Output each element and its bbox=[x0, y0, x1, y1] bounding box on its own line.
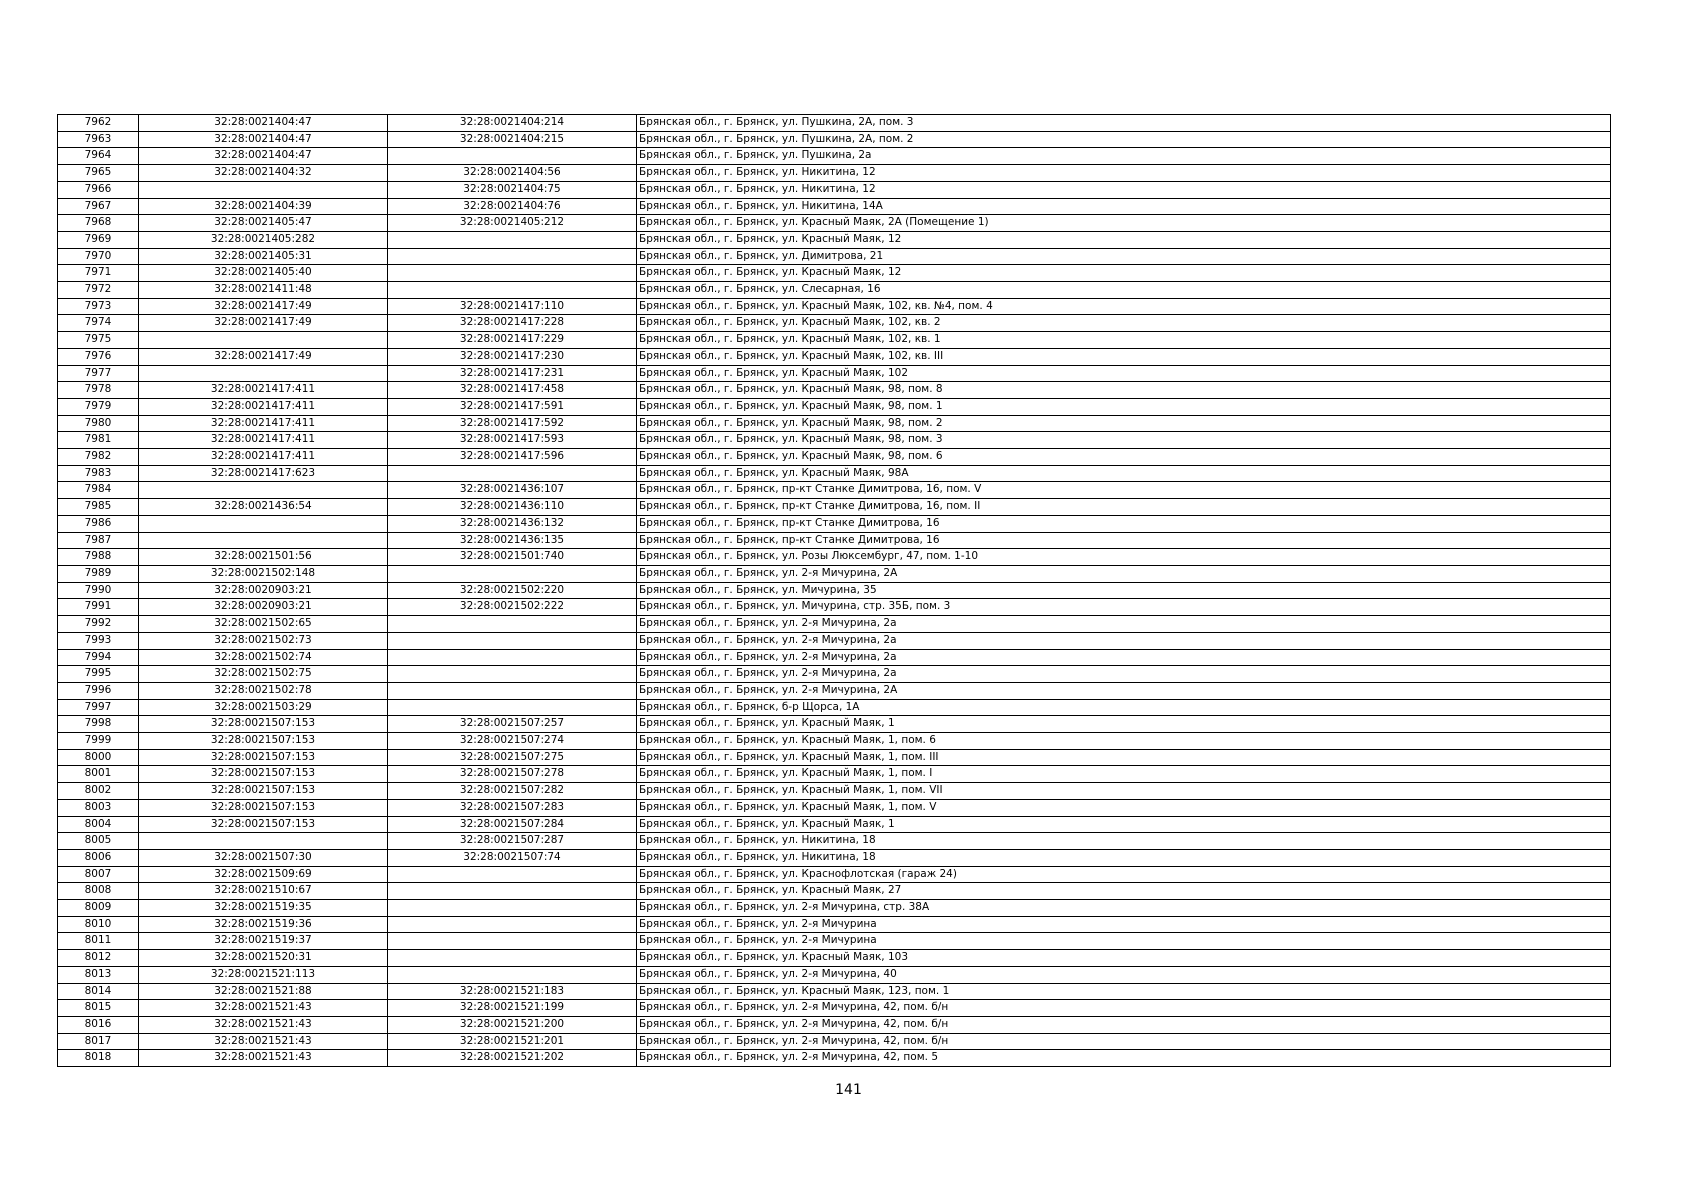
cadastral-object-cell: 32:28:0021417:591 bbox=[388, 398, 637, 415]
table-row bbox=[58, 866, 1611, 883]
table-row bbox=[58, 432, 1611, 449]
cadastral-parent-cell: 32:28:0021521:88 bbox=[139, 983, 388, 1000]
cadastral-object-cell: 32:28:0021404:56 bbox=[388, 165, 637, 182]
address-cell: Брянская обл., г. Брянск, пр-кт Станке Димитрова, 16, пом. V bbox=[637, 482, 1611, 499]
table-row bbox=[58, 1050, 1611, 1067]
registry-table-container bbox=[57, 114, 1610, 1067]
cadastral-parent-cell: 32:28:0021521:113 bbox=[139, 966, 388, 983]
address-cell: Брянская обл., г. Брянск, ул. Никитина, 18 bbox=[637, 833, 1611, 850]
address-cell: Брянская обл., г. Брянск, ул. 2-я Мичурина, 2А bbox=[637, 565, 1611, 582]
row-number-cell: 8014 bbox=[58, 983, 139, 1000]
address-cell: Брянская обл., г. Брянск, ул. 2-я Мичурина, 2а bbox=[637, 649, 1611, 666]
cadastral-object-cell: 32:28:0021502:220 bbox=[388, 582, 637, 599]
address-cell: Брянская обл., г. Брянск, ул. Красный Маяк, 1, пом. I bbox=[637, 766, 1611, 783]
cadastral-parent-cell: 32:28:0021502:148 bbox=[139, 565, 388, 582]
cadastral-object-cell bbox=[388, 933, 637, 950]
table-row bbox=[58, 315, 1611, 332]
cadastral-parent-cell: 32:28:0021411:48 bbox=[139, 282, 388, 299]
cadastral-parent-cell: 32:28:0021507:30 bbox=[139, 849, 388, 866]
table-row bbox=[58, 115, 1611, 132]
cadastral-parent-cell: 32:28:0021507:153 bbox=[139, 733, 388, 750]
cadastral-parent-cell bbox=[139, 181, 388, 198]
table-row bbox=[58, 900, 1611, 917]
table-row bbox=[58, 799, 1611, 816]
table-row bbox=[58, 733, 1611, 750]
row-number-cell: 8003 bbox=[58, 799, 139, 816]
cadastral-object-cell: 32:28:0021404:75 bbox=[388, 181, 637, 198]
row-number-cell: 7995 bbox=[58, 666, 139, 683]
address-cell: Брянская обл., г. Брянск, ул. 2-я Мичурина, 2А bbox=[637, 682, 1611, 699]
table-row bbox=[58, 716, 1611, 733]
cadastral-parent-cell: 32:28:0021502:73 bbox=[139, 632, 388, 649]
cadastral-object-cell bbox=[388, 248, 637, 265]
table-row bbox=[58, 966, 1611, 983]
address-cell: Брянская обл., г. Брянск, ул. Красный Маяк, 102, кв. №4, пом. 4 bbox=[637, 298, 1611, 315]
cadastral-parent-cell: 32:28:0021501:56 bbox=[139, 549, 388, 566]
cadastral-parent-cell: 32:28:0021417:411 bbox=[139, 398, 388, 415]
cadastral-object-cell: 32:28:0021436:132 bbox=[388, 515, 637, 532]
cadastral-object-cell bbox=[388, 883, 637, 900]
page-number: 141 bbox=[835, 1082, 862, 1098]
cadastral-object-cell bbox=[388, 900, 637, 917]
row-number-cell: 7993 bbox=[58, 632, 139, 649]
address-cell: Брянская обл., г. Брянск, ул. Мичурина, стр. 35Б, пом. 3 bbox=[637, 599, 1611, 616]
cadastral-parent-cell: 32:28:0021417:411 bbox=[139, 415, 388, 432]
row-number-cell: 8018 bbox=[58, 1050, 139, 1067]
table-row bbox=[58, 699, 1611, 716]
cadastral-object-cell bbox=[388, 465, 637, 482]
cadastral-parent-cell: 32:28:0021507:153 bbox=[139, 716, 388, 733]
address-cell: Брянская обл., г. Брянск, ул. Пушкина, 2а bbox=[637, 148, 1611, 165]
row-number-cell: 8006 bbox=[58, 849, 139, 866]
address-cell: Брянская обл., г. Брянск, пр-кт Станке Димитрова, 16 bbox=[637, 515, 1611, 532]
address-cell: Брянская обл., г. Брянск, ул. 2-я Мичурина, 2а bbox=[637, 666, 1611, 683]
address-cell: Брянская обл., г. Брянск, ул. Пушкина, 2А, пом. 3 bbox=[637, 115, 1611, 132]
cadastral-parent-cell: 32:28:0021436:54 bbox=[139, 499, 388, 516]
address-cell: Брянская обл., г. Брянск, б-р Щорса, 1А bbox=[637, 699, 1611, 716]
address-cell: Брянская обл., г. Брянск, пр-кт Станке Димитрова, 16, пом. II bbox=[637, 499, 1611, 516]
cadastral-object-cell: 32:28:0021507:284 bbox=[388, 816, 637, 833]
address-cell: Брянская обл., г. Брянск, ул. Красный Маяк, 103 bbox=[637, 950, 1611, 967]
table-row bbox=[58, 549, 1611, 566]
cadastral-parent-cell bbox=[139, 365, 388, 382]
cadastral-parent-cell: 32:28:0021521:43 bbox=[139, 1000, 388, 1017]
table-row bbox=[58, 365, 1611, 382]
address-cell: Брянская обл., г. Брянск, ул. 2-я Мичурина, стр. 38А bbox=[637, 900, 1611, 917]
row-number-cell: 8009 bbox=[58, 900, 139, 917]
table-row bbox=[58, 950, 1611, 967]
row-number-cell: 7996 bbox=[58, 682, 139, 699]
cadastral-object-cell: 32:28:0021507:282 bbox=[388, 783, 637, 800]
address-cell: Брянская обл., г. Брянск, ул. Красный Маяк, 1, пом. VII bbox=[637, 783, 1611, 800]
cadastral-object-cell: 32:28:0021507:283 bbox=[388, 799, 637, 816]
row-number-cell: 7974 bbox=[58, 315, 139, 332]
cadastral-object-cell bbox=[388, 616, 637, 633]
cadastral-object-cell: 32:28:0021417:229 bbox=[388, 332, 637, 349]
cadastral-object-cell: 32:28:0021507:257 bbox=[388, 716, 637, 733]
table-row bbox=[58, 231, 1611, 248]
row-number-cell: 7989 bbox=[58, 565, 139, 582]
table-row bbox=[58, 499, 1611, 516]
cadastral-parent-cell: 32:28:0021507:153 bbox=[139, 766, 388, 783]
address-cell: Брянская обл., г. Брянск, ул. Никитина, 14А bbox=[637, 198, 1611, 215]
table-row bbox=[58, 248, 1611, 265]
row-number-cell: 8008 bbox=[58, 883, 139, 900]
table-row bbox=[58, 849, 1611, 866]
table-row bbox=[58, 215, 1611, 232]
table-row bbox=[58, 599, 1611, 616]
cadastral-parent-cell: 32:28:0021405:47 bbox=[139, 215, 388, 232]
cadastral-object-cell: 32:28:0021417:228 bbox=[388, 315, 637, 332]
row-number-cell: 7975 bbox=[58, 332, 139, 349]
address-cell: Брянская обл., г. Брянск, ул. 2-я Мичурина bbox=[637, 933, 1611, 950]
address-cell: Брянская обл., г. Брянск, ул. Красный Маяк, 1, пом. 6 bbox=[637, 733, 1611, 750]
cadastral-object-cell: 32:28:0021507:274 bbox=[388, 733, 637, 750]
table-row bbox=[58, 565, 1611, 582]
cadastral-parent-cell: 32:28:0021502:65 bbox=[139, 616, 388, 633]
cadastral-object-cell bbox=[388, 282, 637, 299]
cadastral-parent-cell: 32:28:0021502:78 bbox=[139, 682, 388, 699]
cadastral-parent-cell: 32:28:0021405:31 bbox=[139, 248, 388, 265]
row-number-cell: 7966 bbox=[58, 181, 139, 198]
row-number-cell: 8002 bbox=[58, 783, 139, 800]
row-number-cell: 7997 bbox=[58, 699, 139, 716]
row-number-cell: 7982 bbox=[58, 449, 139, 466]
address-cell: Брянская обл., г. Брянск, ул. Пушкина, 2А, пом. 2 bbox=[637, 131, 1611, 148]
address-cell: Брянская обл., г. Брянск, ул. Красный Маяк, 12 bbox=[637, 265, 1611, 282]
row-number-cell: 8011 bbox=[58, 933, 139, 950]
cadastral-object-cell: 32:28:0021404:214 bbox=[388, 115, 637, 132]
address-cell: Брянская обл., г. Брянск, ул. 2-я Мичурина, 42, пом. б/н bbox=[637, 1016, 1611, 1033]
cadastral-object-cell: 32:28:0021521:199 bbox=[388, 1000, 637, 1017]
address-cell: Брянская обл., г. Брянск, ул. Димитрова, 21 bbox=[637, 248, 1611, 265]
row-number-cell: 7990 bbox=[58, 582, 139, 599]
cadastral-object-cell bbox=[388, 916, 637, 933]
table-row bbox=[58, 382, 1611, 399]
table-row bbox=[58, 682, 1611, 699]
table-row bbox=[58, 933, 1611, 950]
row-number-cell: 8013 bbox=[58, 966, 139, 983]
address-cell: Брянская обл., г. Брянск, ул. Красный Маяк, 1 bbox=[637, 816, 1611, 833]
row-number-cell: 7979 bbox=[58, 398, 139, 415]
cadastral-object-cell: 32:28:0021404:76 bbox=[388, 198, 637, 215]
cadastral-parent-cell: 32:28:0021404:39 bbox=[139, 198, 388, 215]
row-number-cell: 8015 bbox=[58, 1000, 139, 1017]
table-row bbox=[58, 449, 1611, 466]
row-number-cell: 7984 bbox=[58, 482, 139, 499]
address-cell: Брянская обл., г. Брянск, ул. Красный Маяк, 27 bbox=[637, 883, 1611, 900]
table-row bbox=[58, 181, 1611, 198]
row-number-cell: 7969 bbox=[58, 231, 139, 248]
address-cell: Брянская обл., г. Брянск, ул. 2-я Мичурина, 42, пом. б/н bbox=[637, 1033, 1611, 1050]
row-number-cell: 7992 bbox=[58, 616, 139, 633]
address-cell: Брянская обл., г. Брянск, ул. Никитина, 12 bbox=[637, 181, 1611, 198]
cadastral-parent-cell: 32:28:0021519:35 bbox=[139, 900, 388, 917]
table-row bbox=[58, 833, 1611, 850]
row-number-cell: 8010 bbox=[58, 916, 139, 933]
row-number-cell: 7985 bbox=[58, 499, 139, 516]
cadastral-parent-cell: 32:28:0021507:153 bbox=[139, 799, 388, 816]
address-cell: Брянская обл., г. Брянск, ул. Красный Маяк, 98, пом. 6 bbox=[637, 449, 1611, 466]
row-number-cell: 7991 bbox=[58, 599, 139, 616]
cadastral-object-cell bbox=[388, 866, 637, 883]
cadastral-object-cell: 32:28:0021417:230 bbox=[388, 348, 637, 365]
address-cell: Брянская обл., г. Брянск, ул. Красный Маяк, 98, пом. 3 bbox=[637, 432, 1611, 449]
cadastral-parent-cell bbox=[139, 332, 388, 349]
cadastral-parent-cell: 32:28:0021417:411 bbox=[139, 382, 388, 399]
table-row bbox=[58, 1033, 1611, 1050]
cadastral-parent-cell: 32:28:0021404:47 bbox=[139, 148, 388, 165]
cadastral-parent-cell: 32:28:0020903:21 bbox=[139, 582, 388, 599]
cadastral-object-cell bbox=[388, 148, 637, 165]
table-row bbox=[58, 766, 1611, 783]
cadastral-parent-cell: 32:28:0021510:67 bbox=[139, 883, 388, 900]
cadastral-object-cell bbox=[388, 265, 637, 282]
cadastral-parent-cell: 32:28:0021417:623 bbox=[139, 465, 388, 482]
address-cell: Брянская обл., г. Брянск, ул. Красный Маяк, 102, кв. 1 bbox=[637, 332, 1611, 349]
row-number-cell: 8016 bbox=[58, 1016, 139, 1033]
cadastral-parent-cell: 32:28:0021509:69 bbox=[139, 866, 388, 883]
table-row bbox=[58, 666, 1611, 683]
row-number-cell: 7983 bbox=[58, 465, 139, 482]
cadastral-object-cell bbox=[388, 966, 637, 983]
table-row bbox=[58, 916, 1611, 933]
cadastral-object-cell: 32:28:0021417:592 bbox=[388, 415, 637, 432]
cadastral-parent-cell: 32:28:0021404:47 bbox=[139, 115, 388, 132]
cadastral-parent-cell bbox=[139, 532, 388, 549]
table-row bbox=[58, 649, 1611, 666]
cadastral-parent-cell: 32:28:0021417:49 bbox=[139, 315, 388, 332]
address-cell: Брянская обл., г. Брянск, ул. Красный Маяк, 102, кв. 2 bbox=[637, 315, 1611, 332]
cadastral-parent-cell: 32:28:0021521:43 bbox=[139, 1033, 388, 1050]
address-cell: Брянская обл., г. Брянск, ул. Никитина, 18 bbox=[637, 849, 1611, 866]
table-row bbox=[58, 348, 1611, 365]
table-row bbox=[58, 265, 1611, 282]
row-number-cell: 7962 bbox=[58, 115, 139, 132]
cadastral-object-cell: 32:28:0021501:740 bbox=[388, 549, 637, 566]
cadastral-object-cell bbox=[388, 699, 637, 716]
address-cell: Брянская обл., г. Брянск, ул. 2-я Мичурина, 2а bbox=[637, 632, 1611, 649]
cadastral-object-cell bbox=[388, 666, 637, 683]
table-row bbox=[58, 282, 1611, 299]
row-number-cell: 7988 bbox=[58, 549, 139, 566]
address-cell: Брянская обл., г. Брянск, ул. Красный Маяк, 1, пом. V bbox=[637, 799, 1611, 816]
table-row bbox=[58, 198, 1611, 215]
cadastral-object-cell: 32:28:0021404:215 bbox=[388, 131, 637, 148]
table-row bbox=[58, 582, 1611, 599]
address-cell: Брянская обл., г. Брянск, ул. Мичурина, 35 bbox=[637, 582, 1611, 599]
row-number-cell: 7973 bbox=[58, 298, 139, 315]
table-row bbox=[58, 165, 1611, 182]
cadastral-parent-cell: 32:28:0021520:31 bbox=[139, 950, 388, 967]
address-cell: Брянская обл., г. Брянск, ул. Красный Маяк, 1, пом. III bbox=[637, 749, 1611, 766]
row-number-cell: 7980 bbox=[58, 415, 139, 432]
cadastral-object-cell bbox=[388, 950, 637, 967]
address-cell: Брянская обл., г. Брянск, ул. Краснофлотская (гараж 24) bbox=[637, 866, 1611, 883]
cadastral-object-cell: 32:28:0021417:593 bbox=[388, 432, 637, 449]
cadastral-parent-cell: 32:28:0021417:411 bbox=[139, 432, 388, 449]
table-row bbox=[58, 632, 1611, 649]
cadastral-parent-cell: 32:28:0020903:21 bbox=[139, 599, 388, 616]
registry-table-body bbox=[58, 115, 1611, 1067]
address-cell: Брянская обл., г. Брянск, ул. Красный Маяк, 12 bbox=[637, 231, 1611, 248]
cadastral-parent-cell: 32:28:0021507:153 bbox=[139, 783, 388, 800]
cadastral-object-cell: 32:28:0021436:110 bbox=[388, 499, 637, 516]
row-number-cell: 7968 bbox=[58, 215, 139, 232]
cadastral-parent-cell: 32:28:0021404:32 bbox=[139, 165, 388, 182]
row-number-cell: 7970 bbox=[58, 248, 139, 265]
row-number-cell: 7981 bbox=[58, 432, 139, 449]
cadastral-object-cell bbox=[388, 231, 637, 248]
row-number-cell: 7971 bbox=[58, 265, 139, 282]
cadastral-object-cell bbox=[388, 565, 637, 582]
address-cell: Брянская обл., г. Брянск, ул. Красный Маяк, 102 bbox=[637, 365, 1611, 382]
cadastral-object-cell: 32:28:0021507:275 bbox=[388, 749, 637, 766]
row-number-cell: 7998 bbox=[58, 716, 139, 733]
table-row bbox=[58, 883, 1611, 900]
table-row bbox=[58, 783, 1611, 800]
table-row bbox=[58, 515, 1611, 532]
cadastral-object-cell: 32:28:0021502:222 bbox=[388, 599, 637, 616]
cadastral-parent-cell: 32:28:0021417:49 bbox=[139, 298, 388, 315]
row-number-cell: 7999 bbox=[58, 733, 139, 750]
cadastral-object-cell bbox=[388, 682, 637, 699]
address-cell: Брянская обл., г. Брянск, ул. Никитина, 12 bbox=[637, 165, 1611, 182]
row-number-cell: 7965 bbox=[58, 165, 139, 182]
row-number-cell: 7978 bbox=[58, 382, 139, 399]
row-number-cell: 7986 bbox=[58, 515, 139, 532]
row-number-cell: 7987 bbox=[58, 532, 139, 549]
table-row bbox=[58, 398, 1611, 415]
cadastral-object-cell bbox=[388, 649, 637, 666]
cadastral-parent-cell: 32:28:0021404:47 bbox=[139, 131, 388, 148]
row-number-cell: 7964 bbox=[58, 148, 139, 165]
address-cell: Брянская обл., г. Брянск, ул. Красный Маяк, 2А (Помещение 1) bbox=[637, 215, 1611, 232]
address-cell: Брянская обл., г. Брянск, ул. Красный Маяк, 98, пом. 8 bbox=[637, 382, 1611, 399]
row-number-cell: 7976 bbox=[58, 348, 139, 365]
address-cell: Брянская обл., г. Брянск, ул. Розы Люксембург, 47, пом. 1-10 bbox=[637, 549, 1611, 566]
cadastral-parent-cell: 32:28:0021502:75 bbox=[139, 666, 388, 683]
table-row bbox=[58, 616, 1611, 633]
address-cell: Брянская обл., г. Брянск, ул. Красный Маяк, 98, пом. 2 bbox=[637, 415, 1611, 432]
address-cell: Брянская обл., г. Брянск, ул. 2-я Мичурина, 42, пом. б/н bbox=[637, 1000, 1611, 1017]
cadastral-object-cell: 32:28:0021436:107 bbox=[388, 482, 637, 499]
cadastral-object-cell: 32:28:0021417:596 bbox=[388, 449, 637, 466]
cadastral-object-cell: 32:28:0021521:183 bbox=[388, 983, 637, 1000]
cadastral-parent-cell: 32:28:0021507:153 bbox=[139, 749, 388, 766]
table-row bbox=[58, 482, 1611, 499]
row-number-cell: 8001 bbox=[58, 766, 139, 783]
address-cell: Брянская обл., г. Брянск, пр-кт Станке Димитрова, 16 bbox=[637, 532, 1611, 549]
table-row bbox=[58, 415, 1611, 432]
cadastral-parent-cell: 32:28:0021521:43 bbox=[139, 1016, 388, 1033]
cadastral-object-cell: 32:28:0021521:200 bbox=[388, 1016, 637, 1033]
address-cell: Брянская обл., г. Брянск, ул. 2-я Мичурина, 2а bbox=[637, 616, 1611, 633]
cadastral-parent-cell bbox=[139, 482, 388, 499]
cadastral-object-cell: 32:28:0021436:135 bbox=[388, 532, 637, 549]
cadastral-parent-cell bbox=[139, 515, 388, 532]
cadastral-object-cell: 32:28:0021521:202 bbox=[388, 1050, 637, 1067]
cadastral-object-cell bbox=[388, 632, 637, 649]
address-cell: Брянская обл., г. Брянск, ул. Слесарная, 16 bbox=[637, 282, 1611, 299]
table-row bbox=[58, 131, 1611, 148]
address-cell: Брянская обл., г. Брянск, ул. Красный Маяк, 1 bbox=[637, 716, 1611, 733]
row-number-cell: 7972 bbox=[58, 282, 139, 299]
row-number-cell: 8004 bbox=[58, 816, 139, 833]
cadastral-parent-cell: 32:28:0021405:40 bbox=[139, 265, 388, 282]
row-number-cell: 7994 bbox=[58, 649, 139, 666]
cadastral-parent-cell bbox=[139, 833, 388, 850]
row-number-cell: 8012 bbox=[58, 950, 139, 967]
cadastral-object-cell: 32:28:0021521:201 bbox=[388, 1033, 637, 1050]
cadastral-parent-cell: 32:28:0021519:36 bbox=[139, 916, 388, 933]
address-cell: Брянская обл., г. Брянск, ул. 2-я Мичурина, 40 bbox=[637, 966, 1611, 983]
cadastral-parent-cell: 32:28:0021502:74 bbox=[139, 649, 388, 666]
address-cell: Брянская обл., г. Брянск, ул. Красный Маяк, 102, кв. III bbox=[637, 348, 1611, 365]
cadastral-parent-cell: 32:28:0021503:29 bbox=[139, 699, 388, 716]
row-number-cell: 7963 bbox=[58, 131, 139, 148]
table-row bbox=[58, 816, 1611, 833]
row-number-cell: 8007 bbox=[58, 866, 139, 883]
cadastral-object-cell: 32:28:0021405:212 bbox=[388, 215, 637, 232]
address-cell: Брянская обл., г. Брянск, ул. Красный Маяк, 98А bbox=[637, 465, 1611, 482]
row-number-cell: 8000 bbox=[58, 749, 139, 766]
cadastral-parent-cell: 32:28:0021417:49 bbox=[139, 348, 388, 365]
cadastral-parent-cell: 32:28:0021507:153 bbox=[139, 816, 388, 833]
registry-table bbox=[57, 114, 1611, 1067]
table-row bbox=[58, 332, 1611, 349]
cadastral-object-cell: 32:28:0021507:74 bbox=[388, 849, 637, 866]
cadastral-object-cell: 32:28:0021417:231 bbox=[388, 365, 637, 382]
cadastral-parent-cell: 32:28:0021519:37 bbox=[139, 933, 388, 950]
table-row bbox=[58, 532, 1611, 549]
table-row bbox=[58, 749, 1611, 766]
address-cell: Брянская обл., г. Брянск, ул. 2-я Мичурина, 42, пом. 5 bbox=[637, 1050, 1611, 1067]
table-row bbox=[58, 983, 1611, 1000]
row-number-cell: 7967 bbox=[58, 198, 139, 215]
table-row bbox=[58, 298, 1611, 315]
cadastral-object-cell: 32:28:0021417:458 bbox=[388, 382, 637, 399]
row-number-cell: 8017 bbox=[58, 1033, 139, 1050]
cadastral-object-cell: 32:28:0021507:287 bbox=[388, 833, 637, 850]
cadastral-parent-cell: 32:28:0021405:282 bbox=[139, 231, 388, 248]
address-cell: Брянская обл., г. Брянск, ул. 2-я Мичурина bbox=[637, 916, 1611, 933]
row-number-cell: 7977 bbox=[58, 365, 139, 382]
cadastral-object-cell: 32:28:0021417:110 bbox=[388, 298, 637, 315]
table-row bbox=[58, 1016, 1611, 1033]
table-row bbox=[58, 465, 1611, 482]
table-row bbox=[58, 148, 1611, 165]
cadastral-object-cell: 32:28:0021507:278 bbox=[388, 766, 637, 783]
row-number-cell: 8005 bbox=[58, 833, 139, 850]
address-cell: Брянская обл., г. Брянск, ул. Красный Маяк, 123, пом. 1 bbox=[637, 983, 1611, 1000]
cadastral-parent-cell: 32:28:0021417:411 bbox=[139, 449, 388, 466]
table-row bbox=[58, 1000, 1611, 1017]
cadastral-parent-cell: 32:28:0021521:43 bbox=[139, 1050, 388, 1067]
address-cell: Брянская обл., г. Брянск, ул. Красный Маяк, 98, пом. 1 bbox=[637, 398, 1611, 415]
